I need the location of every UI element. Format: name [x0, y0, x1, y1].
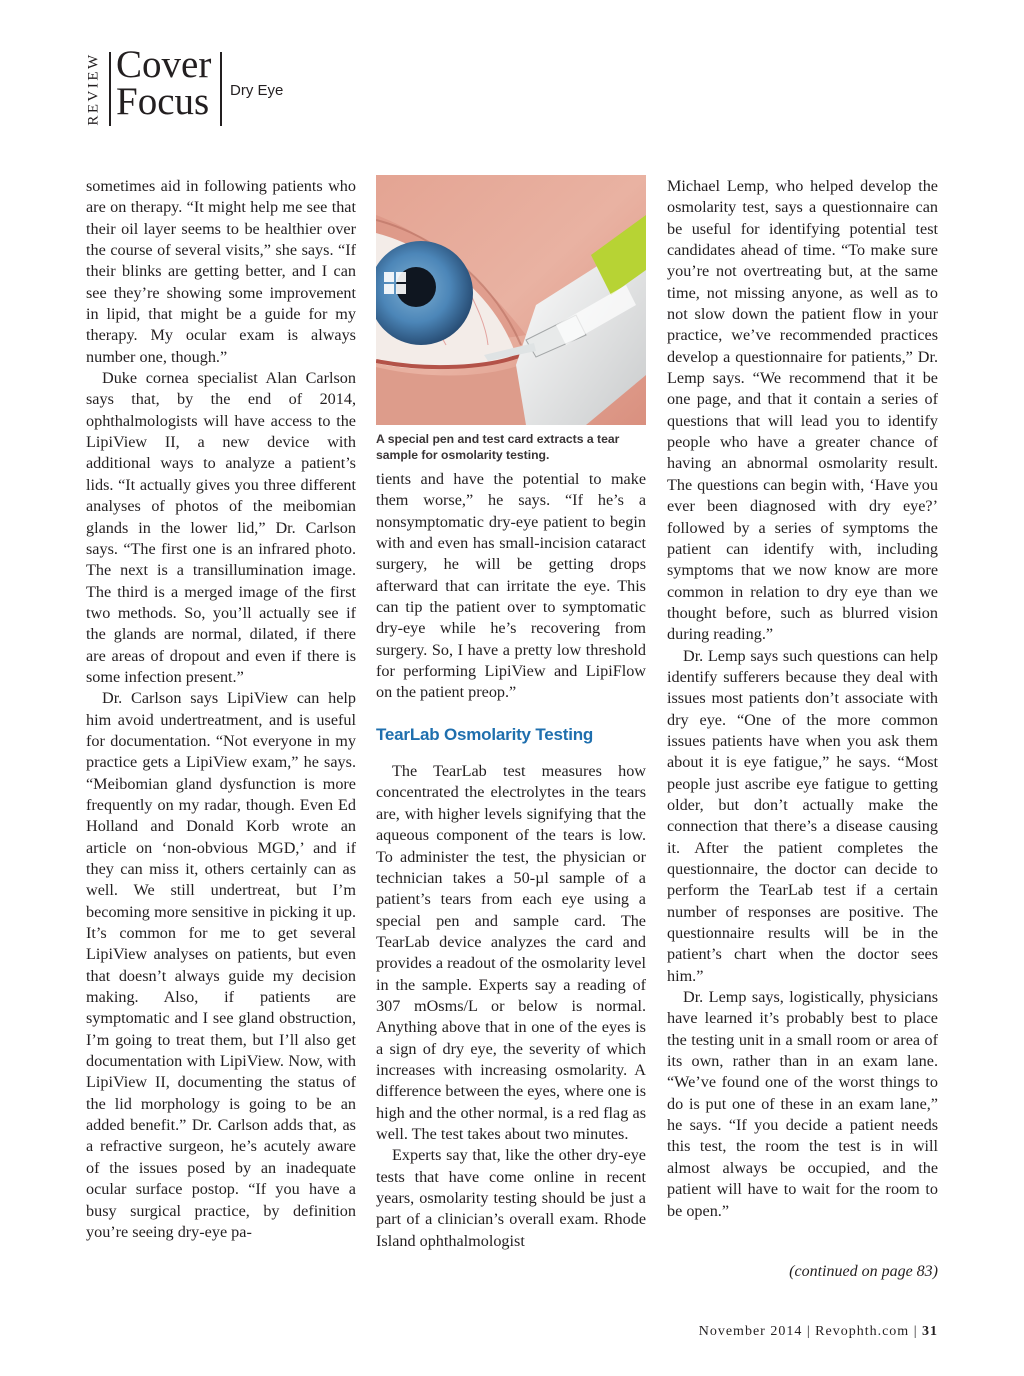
section-label: Dry Eye: [230, 82, 284, 99]
review-vertical-tag: REVIEW: [85, 52, 102, 126]
paragraph: Michael Lemp, who helped develop the osmolarity test, says a questionnaire can be useful for identifying potential test candidates ahead of time. “To make sure you’re not overtreating but, at the same time, not missing anyone, as well as to not slow down the patient flow in your practice, we’ve recommended practices develop a questionnaire for patients,” Dr. Lemp says. “We recommend that it be one page, and that it contain a series of questions that will lead you to identify people who have a greater chance of having an abnormal osmolarity result. The questions can begin with, ‘Have you ever been diagnosed with dry eye?’ followed by a series of symptoms the patient can identify with, including symptoms that we now know are more common in relation to dry eye than we thought before, such as blurred vision during reading.”: [667, 177, 938, 644]
column-1: [86, 176, 356, 1243]
paragraph: The TearLab test measures how concentrated the electrolytes in the tears are, with higher levels signifying that the aqueous component of the tears is low. To administer the test, the physician or technician takes a 50-µl sample of a patient’s tears from each eye using a special pen and sample card. The TearLab device analyzes the card and provides a readout of the osmolarity level in the sample. Experts say a reading of 307 mOsms/L or below is normal. Anything above that in one of the eyes is a sign of dry eye, the severity of which increases with increasing osmolarity. A difference between the eyes, where one is high and the other normal, is a red flag as well. The test takes about two minutes.: [376, 762, 646, 1143]
paragraph: Duke cornea specialist Alan Carlson says that, by the end of 2014, ophthalmologists will have access to the LipiView II, a new device with additional ways to analyze a patient’s lids. “It actually gives you three different analyses of photos of the meibomian glands in the lower lid,” Dr. Carlson says. “The first one is an infrared photo. The next is a transillumination image. The third is a merged image of the first two methods. So, you’ll actually see if the glands are normal, dilated, if there are areas of dropout and even if there is some infection present.”: [86, 369, 356, 686]
paragraph: tients and have the potential to make them worse,” he says. “If he’s a nonsymptomatic dry-eye patient to begin with and even has small-incision cataract surgery, he will be getting drops afterward that can irritate the eye. This can tip the patient over to symptomatic dry-eye while he’s recovering from surgery. So, I have a pretty low threshold for performing LipiView and LipiFlow on the patient preop.”: [376, 470, 646, 702]
continued-note: (continued on page 83): [789, 1263, 938, 1280]
paragraph: sometimes aid in following patients who are on therapy. “It might help me see that their oil layer seems to be healthier over the course of several visits,” she says. “If their blinks are getting better, and I can see they’re showing some improvement in lipid, that might be a guide for my therapy. My ocular exam is always number one, though.”: [86, 177, 356, 366]
column-2: [376, 469, 646, 1252]
header-divider: [220, 52, 222, 126]
paragraph: Dr. Carlson says LipiView can help him avoid undertreatment, and is useful for documentation. “Not everyone in my practice gets a LipiView exam,” he says. “Meibomian gland dysfunction is more frequently on my radar, though. Even Ed Holland and Donald Korb wrote an article on ‘non-obvious MGD,’ and if they can miss it, others certainly can as well. We still undertreat, but I’m becoming more sensitive in picking it up. It’s common for me to get several LipiView analyses on patients, but even that doesn’t always guide my decision making. Also, if patients are symptomatic and I see gland obstruction, I’m going to treat them, but I’ll also get documentation with LipiView. Now, with LipiView II, documenting the status of the lid morphology is going to be an added benefit.” Dr. Carlson adds that, as a refractive surgeon, he’s acutely aware of the issues posed by an inadequate ocular surface postop. “If you have a busy surgical practice, by definition you’re seeing dry-eye pa-: [86, 689, 356, 1241]
column-3: [667, 176, 938, 1222]
page-number: 31: [922, 1324, 938, 1339]
masthead: [116, 43, 212, 123]
section-subhead: TearLab Osmolarity Testing: [376, 724, 594, 744]
eye-test-illustration: [376, 175, 646, 425]
page-footer: November 2014 | Revophth.com | 31: [698, 1324, 938, 1339]
site-name: Revophth.com: [815, 1324, 910, 1339]
issue-date: November 2014: [698, 1324, 803, 1339]
paragraph: Dr. Lemp says, logistically, physicians have learned it’s probably best to place the testing unit in a small room or area of its own, rather than in an exam lane. “We’ve found one of the worst things to do is put one of these in an exam lane,” he says. “If you decide a patient needs this test, the room the test is in will almost always be occupied, and the patient will have to wait for the room to be open.”: [667, 988, 938, 1220]
header-divider: [109, 52, 111, 126]
masthead-line-1: Cover: [116, 43, 212, 86]
paragraph: Dr. Lemp says such questions can help identify sufferers because they deal with issues most patients don’t associate with dry eye. “One of the more common issues patients have when you ask them about it is eye fatigue,” he says. “Most people just ascribe eye fatigue to getting older, but don’t actually make the connection that there’s a disease causing it. After the patient completes the questionnaire, the doctor can decide to perform the TearLab test if a certain number of responses are positive. The questionnaire results will be in the patient’s chart when the doctor sees him.”: [667, 646, 938, 985]
masthead-line-2: Focus: [116, 80, 210, 123]
figure-caption: A special pen and test card extracts a tear sample for osmolarity testing.: [376, 432, 620, 462]
paragraph: Experts say that, like the other dry-eye tests that have come online in recent years, osmolarity testing should be just a part of a clinician’s overall exam. Rhode Island ophthalmologist: [376, 1146, 646, 1250]
